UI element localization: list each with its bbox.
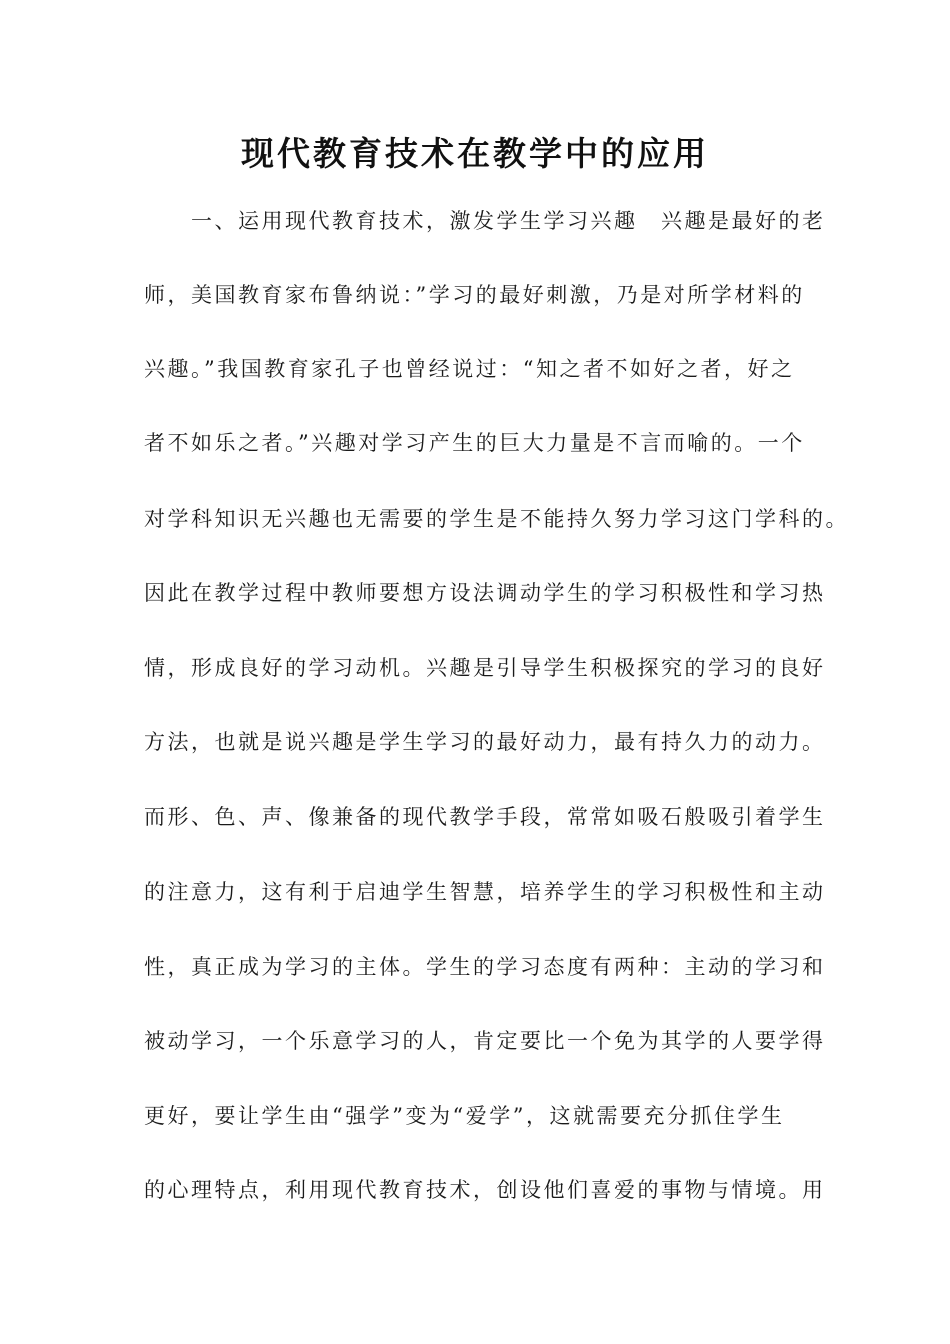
body-line: 师，美国教育家布鲁纳说：”学习的最好刺激，乃是对所学材料的 — [144, 283, 805, 307]
body-line: 的心理特点，利用现代教育技术，创设他们喜爱的事物与情境。用 — [144, 1178, 826, 1202]
body-line: 方法，也就是说兴趣是学生学习的最好动力，最有持久力的动力。 — [144, 730, 826, 754]
body-line: 一、运用现代教育技术，激发学生学习兴趣 兴趣是最好的老 — [144, 209, 826, 233]
body-line: 而形、色、声、像兼备的现代教学手段，常常如吸石般吸引着学生 — [144, 805, 826, 829]
body-line: 被动学习，一个乐意学习的人，肯定要比一个免为其学的人要学得 — [144, 1029, 826, 1053]
body-line: 对学科知识无兴趣也无需要的学生是不能持久努力学习这门学科的。 — [144, 507, 849, 531]
body-line: 更好，要让学生由“强学”变为“爱学”，这就需要充分抓住学生 — [144, 1104, 785, 1128]
body-line: 情，形成良好的学习动机。兴趣是引导学生积极探究的学习的良好 — [144, 656, 826, 680]
body-line: 因此在教学过程中教师要想方设法调动学生的学习积极性和学习热 — [144, 581, 826, 605]
body-line: 者不如乐之者。”兴趣对学习产生的巨大力量是不言而喻的。一个 — [144, 431, 805, 455]
body-line: 兴趣。”我国教育家孔子也曾经说过：“知之者不如好之者，好之 — [144, 357, 795, 381]
body-line: 性，真正成为学习的主体。学生的学习态度有两种：主动的学习和 — [144, 955, 826, 979]
body-line: 的注意力，这有利于启迪学生智慧，培养学生的学习积极性和主动 — [144, 880, 826, 904]
document-title: 现代教育技术在教学中的应用 — [241, 134, 709, 173]
